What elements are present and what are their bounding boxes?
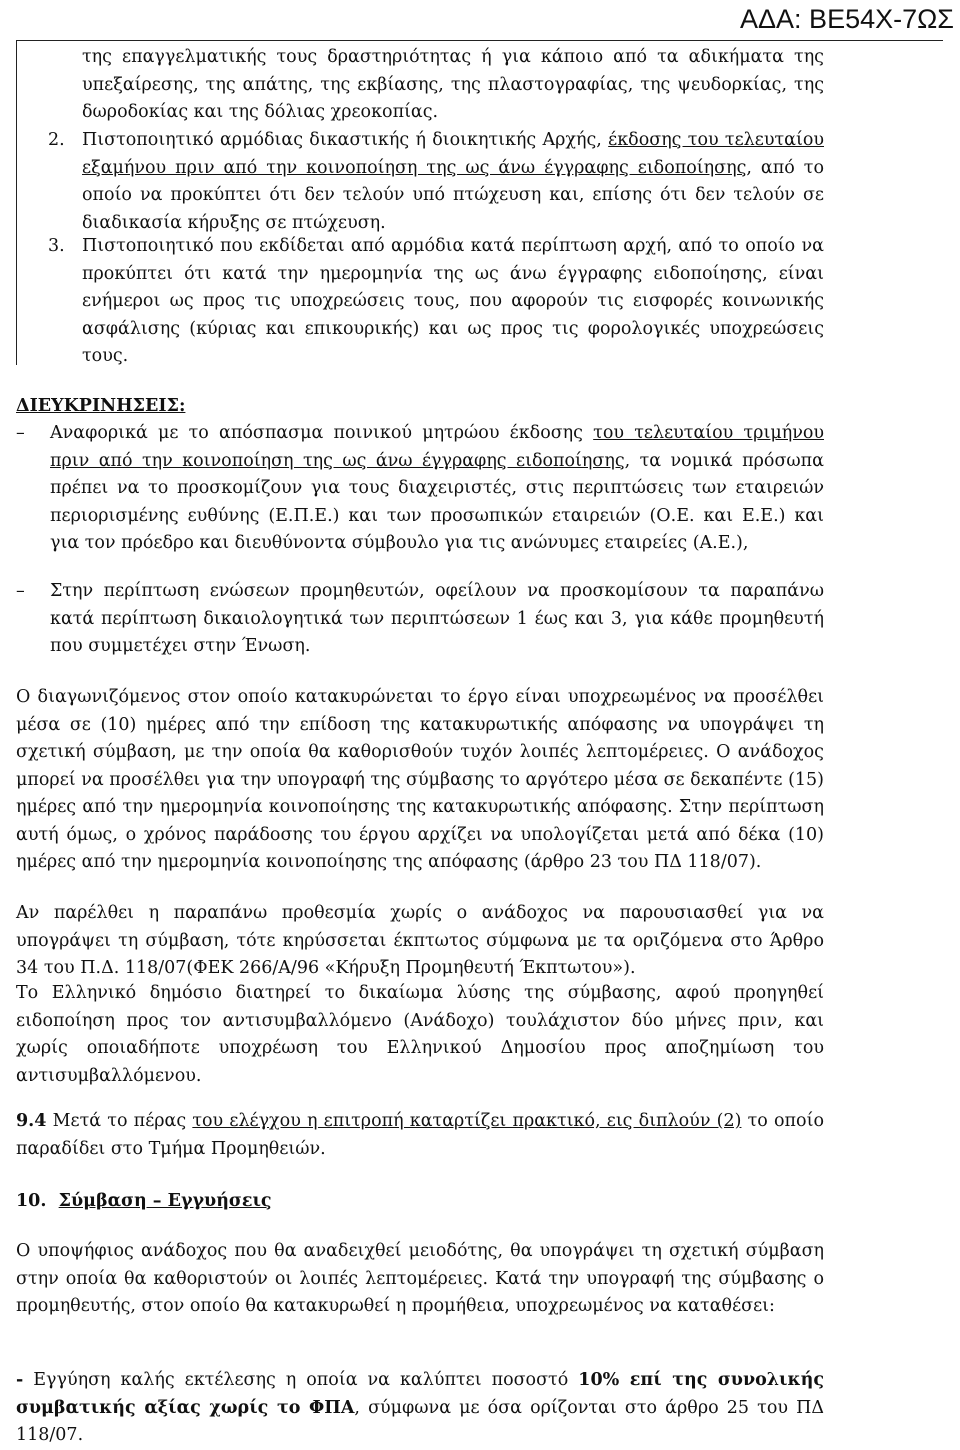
body-paragraph-3: Το Ελληνικό δημόσιο διατηρεί το δικαίωμα λύσης της σύμβασης, αφού προηγηθεί ειδοποίηση προς τον αντισυμβαλλόμενο (Ανάδοχο) τουλάχιστον δύο μήνες πριν, και χωρίς οποιαδήποτε υποχρέωση του Ελληνικού Δημοσίου προς αποζημίωση του αντισυμβαλλόμενου.: [16, 983, 824, 1086]
item-3-text: Πιστοποιητικό που εκδίδεται από αρμόδια κατά περίπτωση αρχή, από το οποίο να προκύπτει ότι κατά την ημερομηνία της ως άνω έγγραφης ειδοποίησης, είναι ενήμεροι ως προς τις υποχρεώσεις τους, που αφορούν τις εισφορές κοινωνικής ασφάλισης (κύριας και επικουρικής) και ως προς τις φορολογικές υποχρεώσεις τους.: [82, 236, 824, 366]
bullet-dash-1: –: [16, 423, 25, 443]
section-9-4: 9.4 Μετά το πέρας του ελέγχου η επιτροπή καταρτίζει πρακτικό, εις διπλούν (2) το οποίο παραδίδει στο Τμήμα Προμηθειών.: [16, 1111, 824, 1159]
clarification-bullet-1: Αναφορικά με το απόσπασμα ποινικού μητρώου έκδοσης του τελευταίου τριμήνου πριν από την κοινοποίηση της ως άνω έγγραφης ειδοποίησης, τα νομικά πρόσωπα πρέπει να το προσκομίζουν για τους διαχειριστές, στις περιπτώσεις των εταιρειών περιορισμένης ευθύνης (Ε.Π.Ε.) και των προσωπικών εταιρειών (Ο.Ε. και Ε.Ε.) και για τον πρόεδρο και διευθύνοντα σύμβουλο για τις ανώνυμες εταιρείες (Α.Ε.),: [50, 423, 825, 553]
clarifications-heading: ΔΙΕΥΚΡΙΝΗΣΕΙΣ:: [16, 396, 186, 416]
section-10-heading: 10. Σύμβαση – Εγγυήσεις: [16, 1191, 272, 1211]
ada-code: ΑΔΑ: ΒΕ54Χ-7ΩΣ: [740, 4, 954, 34]
guarantee-bullet: - Εγγύηση καλής εκτέλεσης η οποία να καλύπτει ποσοστό 10% επί της συνολικής συμβατικής αξίας χωρίς το ΦΠΑ, σύμφωνα με όσα ορίζονται στο άρθρο 25 του ΠΔ 118/07.: [16, 1370, 824, 1445]
item-3-number: 3.: [48, 236, 65, 256]
item-2-text: Πιστοποιητικό αρμόδιας δικαστικής ή διοικητικής Αρχής, έκδοσης του τελευταίου εξαμήνου πριν από την κοινοποίηση της ως άνω έγγραφης ειδοποίησης, από το οποίο να προκύπτει ότι δεν τελούν υπό πτώχευση και, επίσης ότι δεν τελούν σε διαδικασία κήρυξης σε πτώχευση.: [82, 130, 824, 233]
clarification-bullet-2: Στην περίπτωση ενώσεων προμηθευτών, οφείλουν να προσκομίσουν τα παραπάνω κατά περίπτωση δικαιολογητικά των περιπτώσεων 1 έως και 3, για κάθε προμηθευτή που συμμετέχει στην Ένωση.: [50, 581, 824, 656]
item-2-number: 2.: [48, 130, 65, 150]
bullet-dash-2: –: [16, 581, 25, 601]
item-2-underlined: έκδοσης του τελευταίου εξαμήνου πριν από την κοινοποίηση της ως άνω έγγραφης ειδοποίησης: [82, 130, 824, 178]
section-10-paragraph: Ο υποψήφιος ανάδοχος που θα αναδειχθεί μειοδότης, θα υπογράψει τη σχετική σύμβαση στην οποία θα καθοριστούν οι λοιπές λεπτομέρειες. Κατά την υπογραφή της σύμβασης ο προμηθευτής, στον οποίο θα κατακυρωθεί η προμήθεια, υποχρεωμένος να καταθέσει:: [16, 1241, 824, 1316]
item-1-tail: της επαγγελματικής τους δραστηριότητας ή για κάποιο από τα αδικήματα της υπεξαίρεσης, της απάτης, της εκβίασης, της πλαστογραφίας, της ψευδορκίας, της δωροδοκίας και της δόλιας χρεοκοπίας.: [82, 47, 824, 122]
body-paragraph-2: Αν παρέλθει η παραπάνω προθεσμία χωρίς ο ανάδοχος να παρουσιασθεί για να υπογράψει τη σύμβαση, τότε κηρύσσεται έκπτωτος σύμφωνα με τα οριζόμενα στο Άρθρο 34 του Π.Δ. 118/07(ΦΕΚ 266/Α/96 «Κήρυξη Προμηθευτή Έκπτωτου»).: [16, 903, 824, 978]
body-paragraph-1: Ο διαγωνιζόμενος στον οποίο κατακυρώνεται το έργο είναι υποχρεωμένος να προσέλθει μέσα σε (10) ημέρες από την επίδοση της κατακυρωτικής απόφασης να υπογράψει τη σχετική σύμβαση, με την οποία θα καθορισθούν τυχόν λοιπές λεπτομέρειες. Ο ανάδοχος μπορεί να προσέλθει για την υπογραφή της σύμβασης το αργότερο μέσα σε δεκαπέντε (15) ημέρες από την ημερομηνία κοινοποίησης της κατακυρωτικής απόφασης. Στην περίπτωση αυτή όμως, ο χρόνος παράδοσης του έργου αρχίζει να υπολογίζεται μετά από δέκα (10) ημέρες από την ημερομηνία κοινοποίησης της απόφασης (άρθρο 23 του ΠΔ 118/07).: [16, 687, 824, 872]
